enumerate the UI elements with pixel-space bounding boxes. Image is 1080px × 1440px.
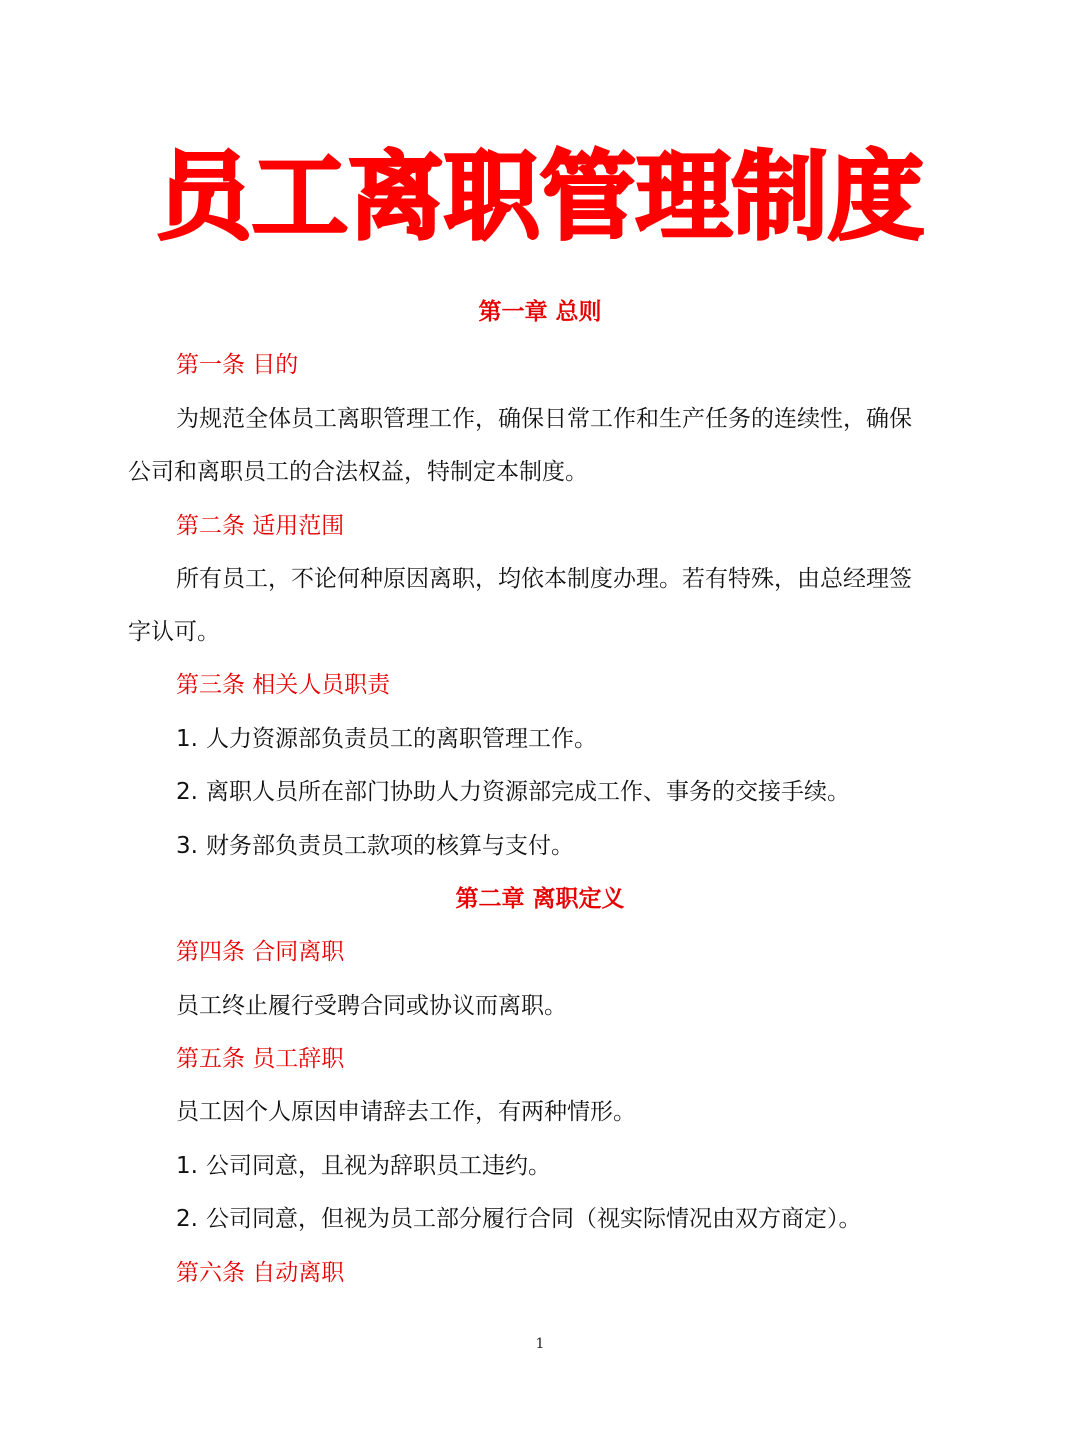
list-item-text: 公司同意，但视为员工部分履行合同（视实际情况由双方商定）。 — [205, 1206, 862, 1232]
article-3-heading: 第三条 相关人员职责 — [176, 672, 391, 698]
article-1-text-line-1: 为规范全体员工离职管理工作，确保日常工作和生产任务的连续性，确保 — [176, 406, 912, 432]
article-5-text-line-1: 员工因个人原因申请辞去工作，有两种情形。 — [176, 1099, 636, 1125]
list-item-text: 财务部负责员工款项的核算与支付。 — [205, 833, 574, 859]
list-item-number: 3. — [176, 833, 198, 859]
list-item-number: 1. — [176, 726, 198, 752]
chapter-1-heading: 第一章 总则 — [478, 299, 602, 325]
article-6-heading: 第六条 自动离职 — [176, 1260, 345, 1286]
chapter-2-heading: 第二章 离职定义 — [455, 886, 625, 912]
article-4-heading: 第四条 合同离职 — [176, 939, 345, 965]
article-2-text-line-2: 字认可。 — [128, 619, 220, 645]
list-item — [176, 1199, 861, 1239]
list-item-text: 公司同意，且视为辞职员工违约。 — [205, 1153, 551, 1179]
list-item-text: 人力资源部负责员工的离职管理工作。 — [205, 726, 597, 752]
article-1-text-line-2: 公司和离职员工的合法权益，特制定本制度。 — [128, 459, 588, 485]
article-2-heading: 第二条 适用范围 — [176, 513, 345, 539]
list-item-number: 1. — [176, 1153, 198, 1179]
list-item-number: 2. — [176, 1206, 198, 1232]
page-number: 1 — [535, 1336, 545, 1352]
article-1-heading: 第一条 目的 — [176, 352, 299, 378]
list-item — [176, 826, 574, 866]
article-5-heading: 第五条 员工辞职 — [176, 1046, 345, 1072]
list-item — [176, 772, 850, 812]
list-item — [176, 1146, 551, 1186]
page-title: 员工离职管理制度 — [156, 141, 924, 253]
article-4-text-line-1: 员工终止履行受聘合同或协议而离职。 — [176, 993, 567, 1019]
list-item-number: 2. — [176, 779, 198, 805]
article-2-text-line-1: 所有员工，不论何种原因离职，均依本制度办理。若有特殊，由总经理签 — [176, 566, 912, 592]
list-item — [176, 719, 597, 759]
list-item-text: 离职人员所在部门协助人力资源部完成工作、事务的交接手续。 — [205, 779, 850, 805]
